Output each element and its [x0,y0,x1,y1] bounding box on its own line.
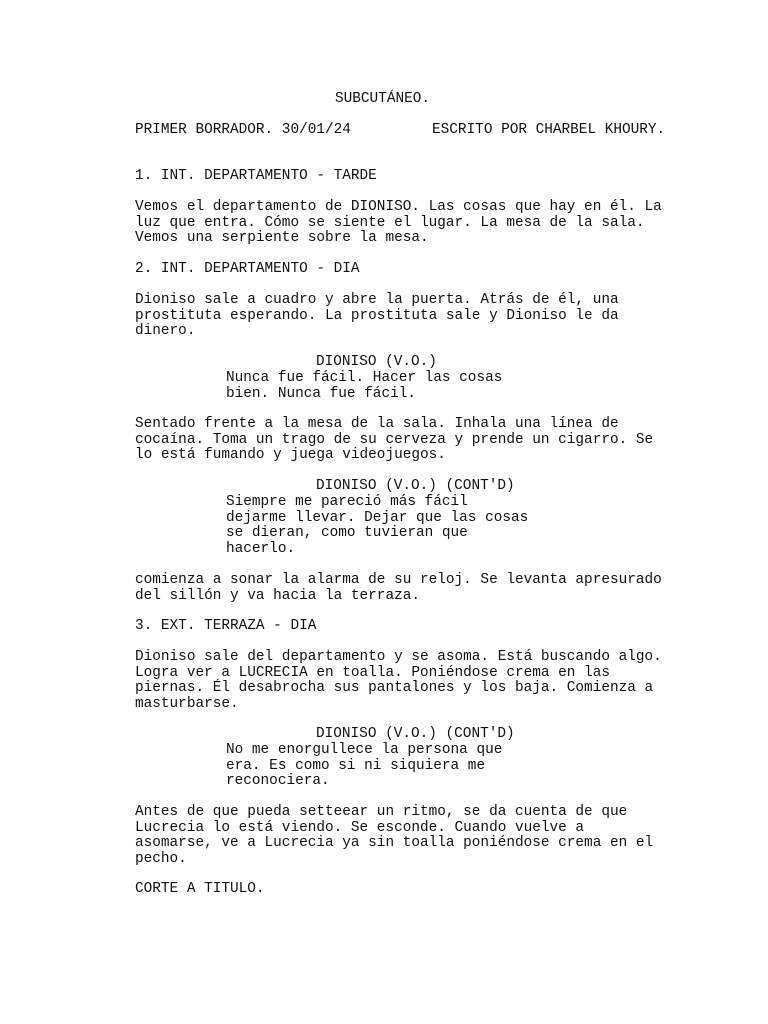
dialogue-block: Nunca fue fácil. Hacer las cosas bien. Nunca fue fácil. [226,370,503,402]
character-name: DIONISO (V.O.) [316,354,437,370]
character-name: DIONISO (V.O.) (CONT'D) [316,478,515,494]
author-line: ESCRITO POR CHARBEL KHOURY. [432,122,666,138]
action-block: Antes de que pueda setteear un ritmo, se da cuenta de que Lucrecia lo está viendo. Se esconde. Cuando vuelve a asomarse, ve a Lucrecia ya sin toalla poniéndose crema en el pecho. [135,804,654,867]
dialogue-block: Siempre me pareció más fácil dejarme llevar. Dejar que las cosas se dieran, como tuvieran que hacerlo. [226,494,529,557]
action-block: Vemos el departamento de DIONISO. Las cosas que hay en él. La luz que entra. Cómo se siente el lugar. La mesa de la sala. Vemos una serpiente sobre la mesa. [135,199,662,247]
scene-heading-3: 3. EXT. TERRAZA - DIA [135,618,317,634]
script-title: SUBCUTÁNEO. [335,91,430,107]
action-block: Sentado frente a la mesa de la sala. Inhala una línea de cocaína. Toma un trago de su cerveza y prende un cigarro. Se lo está fumando y juega videojuegos. [135,416,654,464]
action-block: Dioniso sale a cuadro y abre la puerta. Atrás de él, una prostituta esperando. La prostituta sale y Dioniso le da dinero. [135,292,619,340]
action-block: Dioniso sale del departamento y se asoma. Está buscando algo. Logra ver a LUCRECIA en toalla. Poniéndose crema en las piernas. Él desabrocha sus pantalones y los baja. Comienza a masturbarse. [135,649,662,712]
character-name: DIONISO (V.O.) (CONT'D) [316,726,515,742]
draft-line: PRIMER BORRADOR. 30/01/24 [135,122,351,138]
transition: CORTE A TITULO. [135,881,265,897]
scene-heading-1: 1. INT. DEPARTAMENTO - TARDE [135,168,377,184]
dialogue-block: No me enorgullece la persona que era. Es como si ni siquiera me reconociera. [226,742,503,790]
action-block: comienza a sonar la alarma de su reloj. Se levanta apresurado del sillón y va hacia la terraza. [135,572,662,604]
scene-heading-2: 2. INT. DEPARTAMENTO - DIA [135,261,360,277]
